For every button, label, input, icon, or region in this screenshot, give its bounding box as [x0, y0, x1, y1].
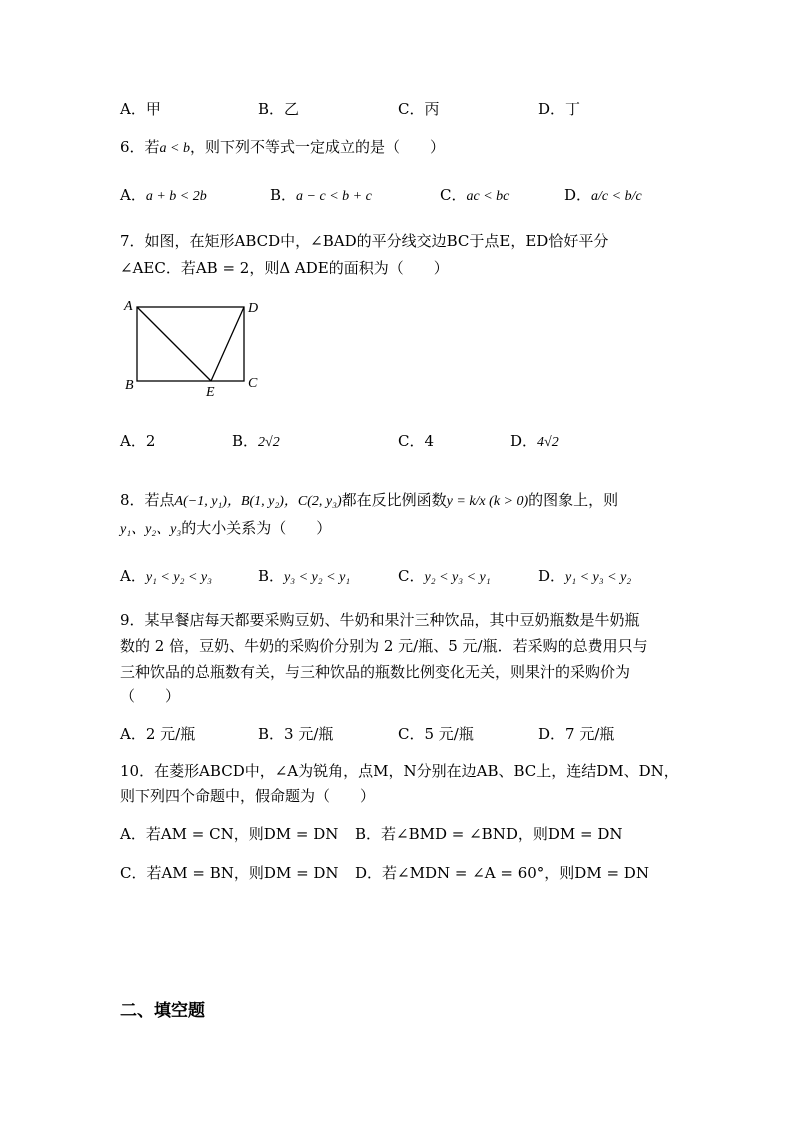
text: 都在反比例函数: [341, 491, 447, 509]
point-label-b: B: [125, 378, 134, 393]
q5-option-a: A．甲: [120, 100, 161, 118]
q8-stem-line1: [120, 490, 618, 512]
q7-stem-line2: ∠AEC．若AB = 2，则Δ ADE的面积为（ ）: [120, 259, 449, 277]
option-math: a + b < 2b: [145, 189, 207, 204]
q5-option-d: D．丁: [538, 100, 581, 118]
point-label-a: A: [124, 299, 133, 314]
q7-option-d: [510, 431, 559, 453]
q6-stem-pre: 6．若: [120, 138, 160, 156]
q8-stem-line2: [120, 518, 331, 540]
text: 8．若点: [120, 491, 175, 509]
q8-option-c: [398, 566, 491, 588]
option-math: y₃ < y₂ < y₁: [284, 570, 351, 585]
option-label: A．: [120, 186, 146, 204]
q9-stem-line2: 数的 2 倍，豆奶、牛奶的采购价分别为 2 元/瓶、5 元/瓶．若采购的总费用只与: [120, 637, 648, 655]
q10-option-c: C．若AM = BN，则DM = DN: [120, 864, 339, 882]
text: 的大小关系为（ ）: [181, 519, 332, 537]
option-math: y₁ < y₃ < y₂: [565, 570, 632, 585]
point-label-c: C: [248, 376, 258, 391]
option-label: C．: [440, 186, 467, 204]
option-math: a/c < b/c: [591, 189, 642, 204]
section-heading: 二、填空题: [120, 1001, 205, 1021]
option-math: 2√2: [258, 435, 280, 450]
q7-option-c: C．4: [398, 432, 435, 450]
q6-option-a: [120, 185, 207, 207]
point-label-e: E: [206, 385, 215, 400]
q6-stem-post: ，则下列不等式一定成立的是（ ）: [190, 138, 446, 156]
option-label: B．: [270, 186, 297, 204]
option-math: y₂ < y₃ < y₁: [424, 570, 491, 585]
q10-option-d: D．若∠MDN = ∠A = 60°，则DM = DN: [355, 864, 649, 882]
q6-option-d: [564, 185, 642, 207]
q6-option-b: [270, 185, 372, 207]
function-math: y = k/x (k > 0): [446, 494, 529, 509]
q6-stem: [120, 137, 445, 159]
option-math: a − c < b + c: [296, 189, 372, 204]
q5-option-c: C．丙: [398, 100, 440, 118]
q10-option-a: A．若AM = CN，则DM = DN: [120, 825, 339, 843]
q5-option-b: B．乙: [258, 100, 300, 118]
q8-option-b: [258, 566, 350, 588]
q9-option-b: B．3 元/瓶: [258, 725, 334, 743]
text: 的图象上，则: [528, 491, 619, 509]
option-label: A．: [120, 567, 146, 585]
option-label: B．: [232, 432, 259, 450]
q9-option-c: C．5 元/瓶: [398, 725, 474, 743]
q6-option-c: [440, 185, 509, 207]
points-math: A(−1, y₁)，B(1, y₂)，C(2, y₃): [174, 494, 342, 509]
q10-stem-line1: 10．在菱形ABCD中，∠A为锐角，点M，N分别在边AB、BC上，连结DM、DN，: [120, 762, 679, 780]
option-label: B．: [258, 567, 285, 585]
q6-stem-math: a < b: [159, 141, 190, 156]
q7-option-b: [232, 431, 280, 453]
option-math: y₁ < y₂ < y₃: [145, 570, 212, 585]
option-label: D．: [510, 432, 538, 450]
segment-ed: [211, 307, 244, 381]
q9-stem-line4: （ ）: [120, 687, 181, 705]
q7-option-a: A．2: [120, 432, 156, 450]
q7-rectangle-figure: [120, 295, 270, 400]
option-math: ac < bc: [466, 189, 510, 204]
segment-ae: [137, 307, 211, 381]
q8-option-d: [538, 566, 631, 588]
q9-stem-line3: 三种饮品的总瓶数有关，与三种饮品的瓶数比例变化无关，则果汁的采购价为: [120, 663, 631, 681]
q7-stem-line1: 7．如图，在矩形ABCD中，∠BAD的平分线交边BC于点E，ED恰好平分: [120, 232, 609, 250]
q9-option-d: D．7 元/瓶: [538, 725, 615, 743]
q9-option-a: A．2 元/瓶: [120, 725, 196, 743]
y-values-math: y₁、y₂、y₃: [120, 522, 182, 537]
point-label-d: D: [248, 301, 259, 316]
option-math: 4√2: [537, 435, 559, 450]
q8-option-a: [120, 566, 212, 588]
option-label: D．: [538, 567, 566, 585]
q9-stem-line1: 9．某早餐店每天都要采购豆奶、牛奶和果汁三种饮品，其中豆奶瓶数是牛奶瓶: [120, 611, 640, 629]
q10-stem-line2: 则下列四个命题中，假命题为（ ）: [120, 787, 376, 805]
q10-option-b: B．若∠BMD = ∠BND，则DM = DN: [355, 825, 623, 843]
option-label: D．: [564, 186, 592, 204]
option-label: C．: [398, 567, 425, 585]
